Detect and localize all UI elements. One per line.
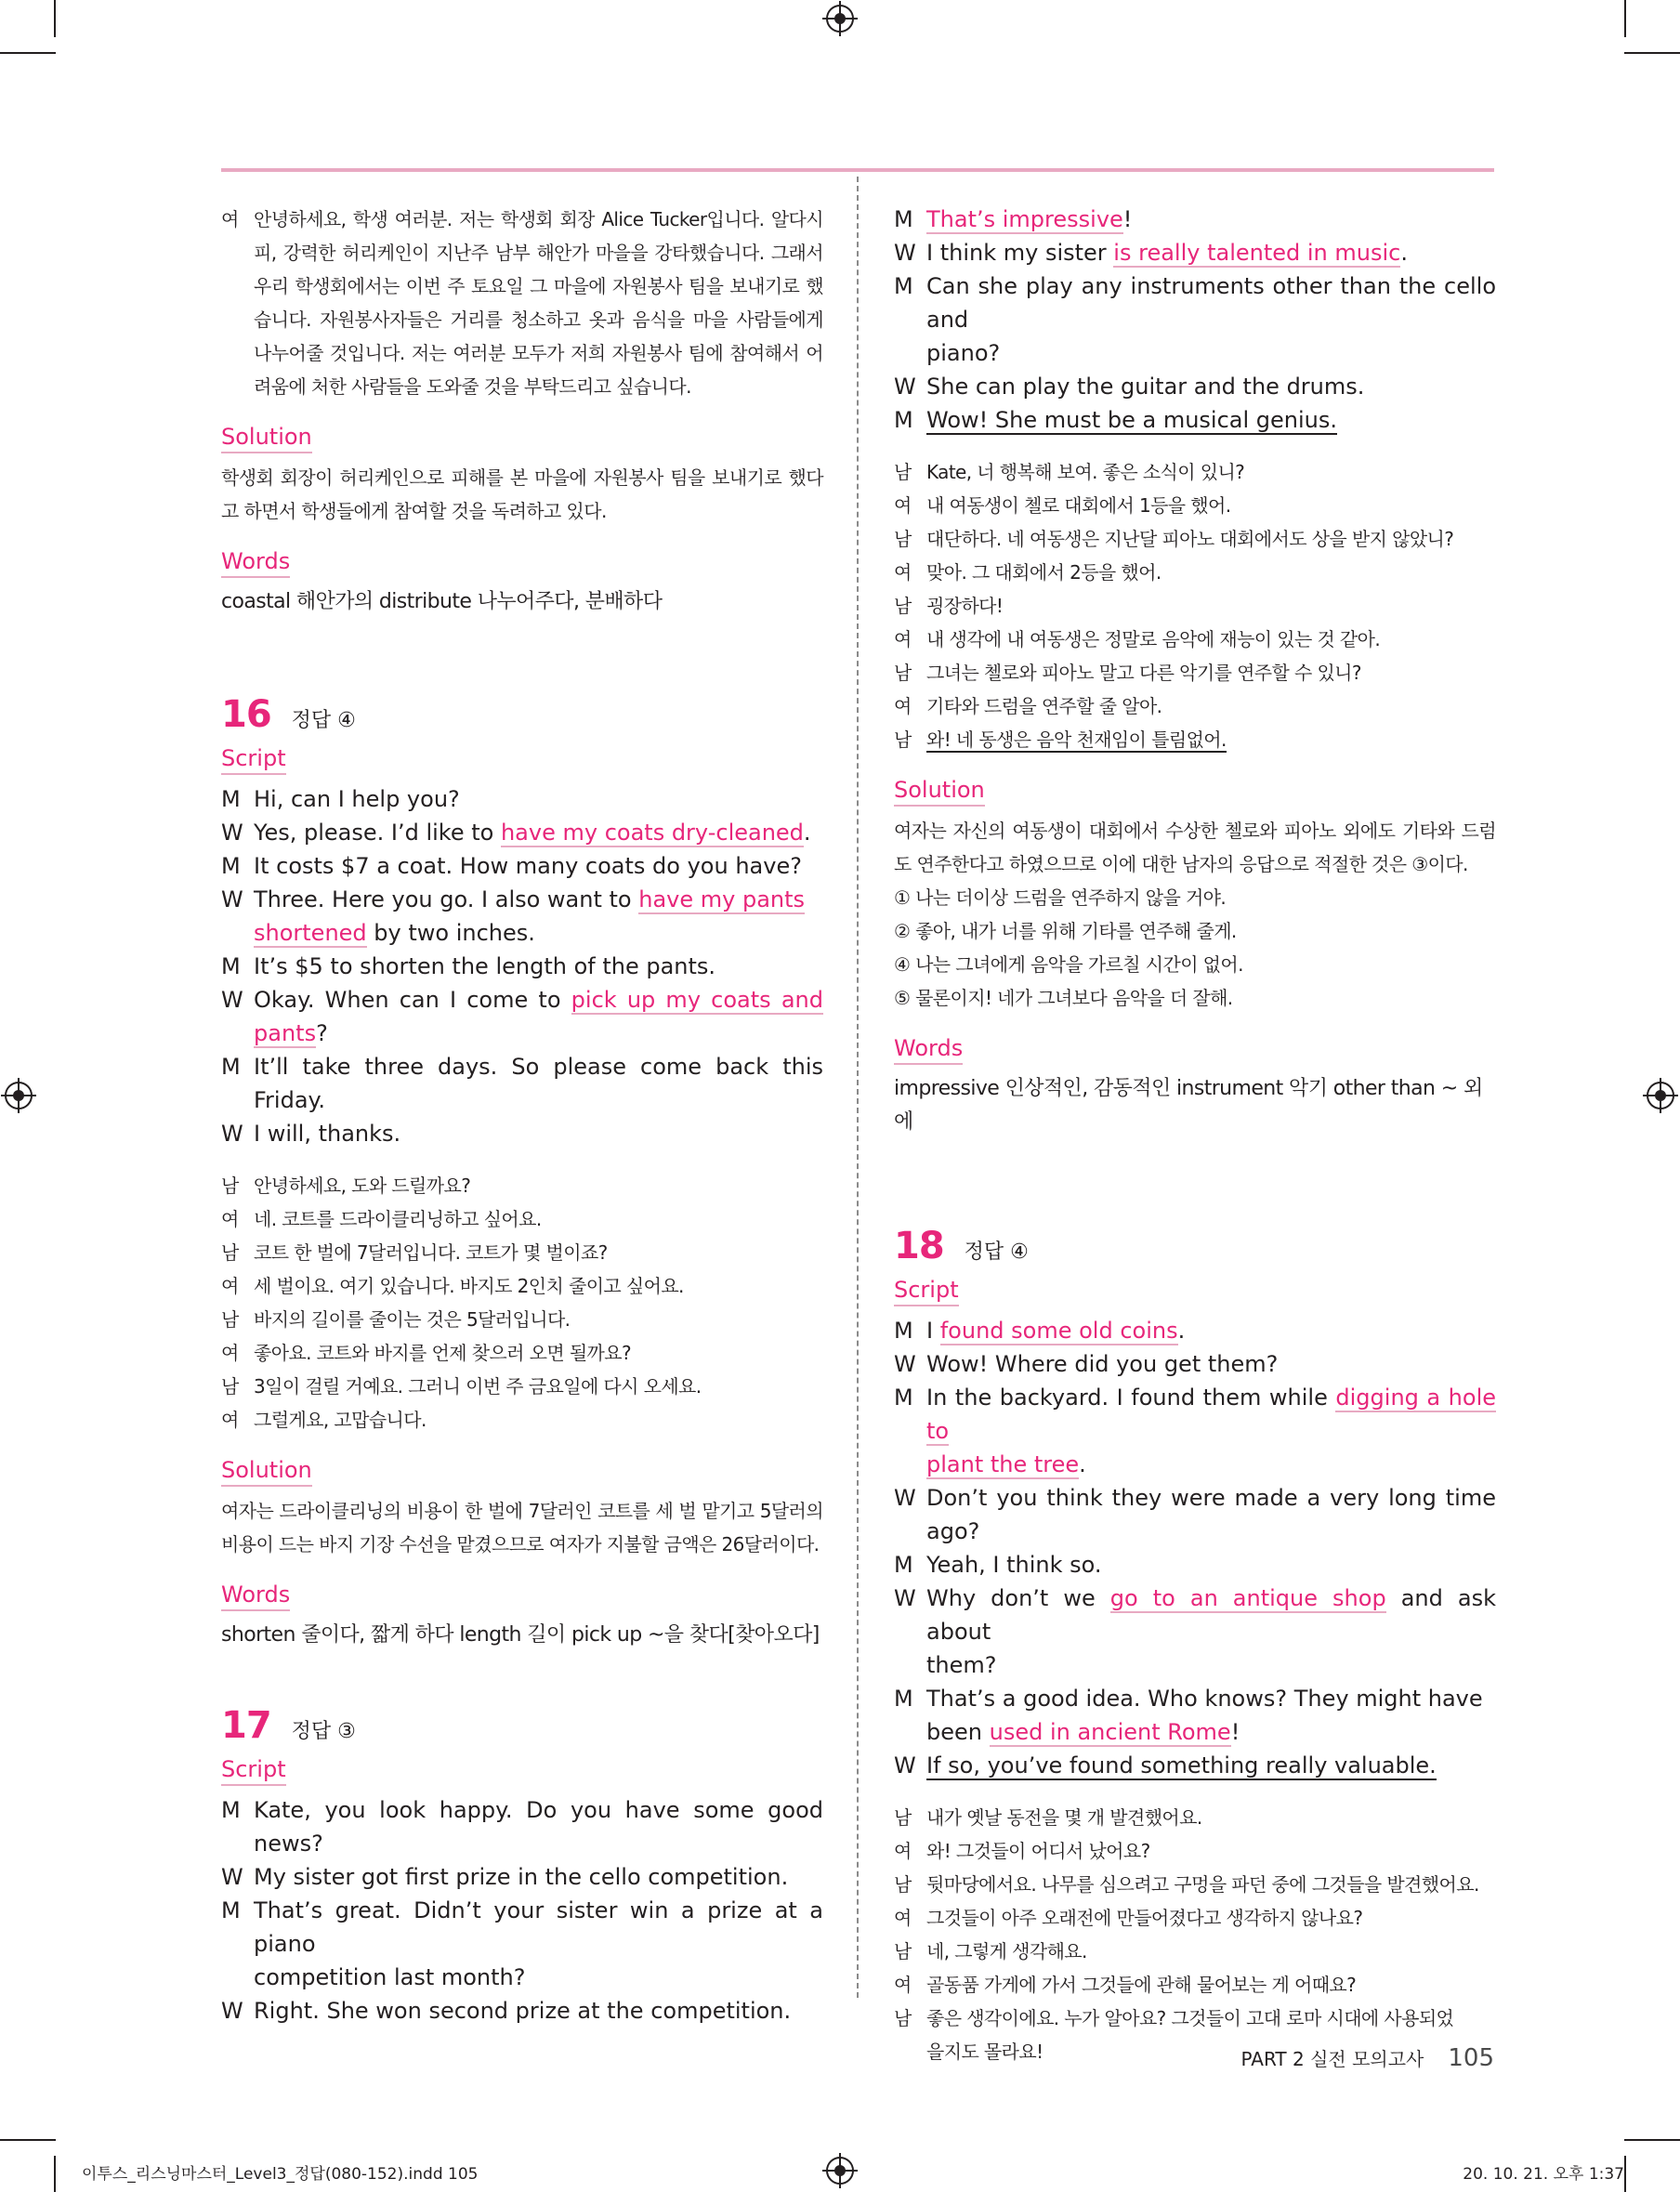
section-label-solution: Solution (221, 420, 312, 453)
line-text: 맞아. 그 대회에서 2등을 했어. (926, 561, 1162, 584)
speaker-label: W (221, 1998, 243, 2024)
speaker-label: 여 (894, 1907, 912, 1929)
dialogue-line (221, 782, 823, 816)
dialogue-line (894, 1682, 1496, 1715)
right-column (894, 203, 1496, 2068)
line-text: competition last month? (254, 1964, 526, 1990)
dialogue-line (894, 1834, 1496, 1868)
dialogue-line (221, 1403, 823, 1437)
line-text: I think my sister is really talented in music. (926, 240, 1408, 266)
crop-mark (54, 2156, 56, 2192)
dialogue-line (894, 1968, 1496, 2002)
dialogue-line (221, 1793, 823, 1860)
line-text: 을지도 몰라요! (926, 2041, 1043, 2063)
question-number: 17 (221, 1704, 271, 1747)
line-text (926, 1749, 1496, 1782)
dialogue-line (894, 1314, 1496, 1347)
speaker-label: M (894, 1552, 913, 1578)
dialogue-line (894, 1715, 1496, 1749)
dialogue-line (894, 203, 1496, 236)
dialogue-line (221, 1894, 823, 1961)
speaker-label: 남 (894, 662, 912, 684)
speaker-label: M (221, 1797, 241, 1823)
line-text: Kate, you look happy. Do you have some good news? (254, 1797, 823, 1857)
line-text: That’s a good idea. Who knows? They might have (926, 1686, 1483, 1712)
speaker-label: M (221, 1897, 241, 1923)
dialogue-line (894, 403, 1496, 437)
line-text: I found some old coins. (926, 1318, 1186, 1344)
line-text: 바지의 길이를 줄이는 것은 5달러입니다. (254, 1308, 571, 1331)
speaker-label (221, 1961, 254, 1994)
speaker-label: 여 (894, 1974, 912, 1996)
dialogue-line (894, 1347, 1496, 1381)
dialogue-line (221, 950, 823, 983)
option-item: ② 좋아, 내가 너를 위해 기타를 연주해 줄게. (894, 920, 1237, 942)
dialogue-line (894, 455, 1496, 489)
line-text: 안녕하세요, 도와 드릴까요? (254, 1175, 471, 1197)
left-column (221, 203, 823, 2028)
highlighted-phrase: have my coats dry-cleaned (500, 820, 804, 846)
dialogue-line (894, 556, 1496, 589)
speaker-label: M (894, 1385, 913, 1411)
line-text: 좋아요. 코트와 바지를 언제 찾으러 오면 될까요? (254, 1342, 631, 1364)
option-item: ① 나는 더이상 드럼을 연주하지 않을 거야. (894, 886, 1227, 909)
speaker-label: M (221, 953, 241, 979)
option-item: ⑤ 물론이지! 네가 그녀보다 음악을 더 잘해. (894, 987, 1233, 1009)
line-text: 와! 그것들이 어디서 났어요? (926, 1840, 1150, 1862)
line-text: them? (926, 1652, 997, 1678)
speaker-label: M (894, 206, 913, 232)
dialogue-line (894, 589, 1496, 623)
q16-solution-text: 여자는 드라이클리닝의 비용이 한 벌에 7달러인 코트를 세 벌 맡기고 5달러의 비용이 드는 바지 기장 수선을 맡겼으므로 여자가 지불할 금액은 26달러이다. (221, 1500, 823, 1555)
q18-header (894, 1225, 1496, 1267)
q16-korean (221, 1169, 823, 1437)
dialogue-line (894, 1481, 1496, 1548)
line-text: piano? (926, 340, 1001, 366)
crop-mark (1624, 2156, 1626, 2192)
section-label-solution: Solution (894, 773, 985, 807)
speaker-label (894, 1448, 926, 1481)
crop-mark (54, 0, 56, 37)
dialogue-line (894, 623, 1496, 656)
line-text: Hi, can I help you? (254, 786, 460, 812)
dialogue-line (894, 723, 1496, 756)
line-text: 내 생각에 내 여동생은 정말로 음악에 재능이 있는 것 같아. (926, 628, 1381, 650)
speaker-label (894, 1648, 926, 1682)
crop-mark (1624, 0, 1626, 37)
crop-mark (1624, 2139, 1680, 2141)
speaker-label (894, 2035, 926, 2068)
question-number: 18 (894, 1225, 944, 1267)
section-label-words: Words (894, 1031, 963, 1065)
line-text: Three. Here you go. I also want to have my pants (254, 886, 806, 912)
registration-mark-icon (5, 1082, 33, 1109)
line-text: Why don’t we go to an antique shop and ask about (926, 1585, 1497, 1645)
dialogue-line (894, 1448, 1496, 1481)
speaker-label: M (894, 1686, 913, 1712)
line-text: 코트 한 벌에 7달러입니다. 코트가 몇 벌이죠? (254, 1241, 608, 1264)
q16-script (221, 782, 823, 1150)
dialogue-line (894, 269, 1496, 336)
speaker-label: 남 (221, 1375, 239, 1398)
line-text: Yes, please. I’d like to have my coats dry-cleaned. (254, 820, 811, 846)
section-label-words: Words (221, 1578, 290, 1611)
dialogue-line (221, 1169, 823, 1202)
dialogue-line (894, 656, 1496, 689)
highlighted-phrase: pick up my coats and pants (254, 987, 823, 1046)
line-text: 네. 코트를 드라이클리닝하고 싶어요. (254, 1208, 542, 1230)
speaker-label: W (894, 1585, 916, 1611)
speaker-label: W (221, 1864, 243, 1890)
speaker-label: 여 (894, 1840, 912, 1862)
speaker-label: 여 (221, 1342, 239, 1364)
line-text: It costs $7 a coat. How many coats do you have? (254, 853, 802, 879)
speaker-label: 여 (221, 1275, 239, 1297)
crop-mark (1624, 52, 1680, 54)
dialogue-line (894, 1648, 1496, 1682)
line-text: 뒷마당에서요. 나무를 심으려고 구멍을 파던 중에 그것들을 발견했어요. (926, 1873, 1479, 1896)
highlighted-phrase: plant the tree (926, 1451, 1080, 1477)
speaker-label: W (221, 1121, 243, 1147)
dialogue-line (894, 2002, 1496, 2035)
dialogue-line (221, 1336, 823, 1370)
speaker-label: W (221, 820, 243, 846)
section-label-script: Script (894, 1273, 959, 1306)
speaker-label: 남 (894, 1940, 912, 1962)
speaker-label: M (894, 407, 913, 433)
answer-line: 와! 네 동생은 음악 천재임이 틀림없어. (926, 728, 1227, 751)
speaker-label: 남 (894, 595, 912, 617)
dialogue-line (894, 236, 1496, 269)
dialogue-line (221, 1994, 823, 2028)
highlighted-phrase: found some old coins (939, 1318, 1178, 1344)
speaker-label (894, 336, 926, 370)
q15-solution-text: 학생회 회장이 허리케인으로 피해를 본 마을에 자원봉사 팀을 보내기로 했다고 하면서 학생들에게 참여할 것을 독려하고 있다. (221, 466, 823, 522)
line-text: Right. She won second prize at the competition. (254, 1998, 792, 2024)
speaker-label: 남 (894, 728, 912, 751)
part-label: PART 2 실전 모의고사 (1240, 2048, 1424, 2070)
line-text: 대단하다. 네 여동생은 지난달 피아노 대회에서도 상을 받지 않았니? (926, 528, 1454, 550)
speaker-label: 남 (221, 1175, 239, 1197)
dialogue-line (221, 1236, 823, 1269)
highlighted-phrase: is really talented in music (1113, 240, 1401, 266)
line-text: plant the tree. (926, 1451, 1086, 1477)
q17-solution-text: 여자는 자신의 여동생이 대회에서 수상한 첼로와 피아노 외에도 기타와 드럼도 연주한다고 하였으므로 이에 대한 남자의 응답으로 적절한 것은 ③이다. (894, 820, 1496, 875)
dialogue-line (894, 1749, 1496, 1782)
line-text: That’s impressive! (926, 206, 1133, 232)
question-number: 16 (221, 693, 271, 736)
line-text: 네, 그렇게 생각해요. (926, 1940, 1087, 1962)
registration-mark-icon (826, 5, 854, 33)
line-text: been used in ancient Rome! (926, 1719, 1240, 1745)
line-text: It’s $5 to shorten the length of the pants. (254, 953, 716, 979)
speaker-label: W (894, 240, 916, 266)
highlighted-phrase: go to an antique shop (1109, 1585, 1386, 1611)
dialogue-line (221, 1269, 823, 1303)
dialogue-line (221, 816, 823, 849)
dialogue-line (221, 1860, 823, 1894)
line-text: Yeah, I think so. (926, 1552, 1102, 1578)
speaker-label: W (894, 1752, 916, 1779)
line-text: shortened by two inches. (254, 920, 535, 946)
crop-mark (0, 2139, 56, 2141)
column-divider (857, 177, 859, 1998)
option-item: ④ 나는 그녀에게 음악을 가르칠 시간이 없어. (894, 953, 1243, 976)
highlighted-phrase: That’s impressive (926, 206, 1123, 232)
dialogue-line (894, 1548, 1496, 1582)
speaker-label: 남 (894, 461, 912, 483)
line-text: 내가 옛날 동전을 몇 개 발견했어요. (926, 1806, 1202, 1829)
speaker-label: W (221, 886, 243, 912)
speaker-label: W (894, 374, 916, 400)
answer-label: 정답 ③ (291, 1720, 356, 1743)
q18-korean (894, 1801, 1496, 2068)
q15-korean-text: 여 안녕하세요, 학생 여러분. 저는 학생회 회장 Alice Tucker입니다. 알다시피, 강력한 허리케인이 지난주 남부 해안가 마을을 강타했습니다. 그래서 우리 학생회에서는 이번 주 토요일 그 마을에 자원봉사 팀을 보내기로 했습니다. 자원봉사자들은 거리를 청소하고 옷과 음식을 마을 사람들에게 나누어줄 것입니다. 저는 여러분 모두가 저희 자원봉사 팀에 참여해서 어려움에 처한 사람들을 도와줄 것을 부탁드리고 싶습니다. (221, 208, 823, 398)
dialogue-line (894, 336, 1496, 370)
registration-mark-icon (1647, 1082, 1674, 1109)
answer-label: 정답 ④ (964, 1240, 1029, 1264)
speaker-label: 남 (894, 528, 912, 550)
line-text: 그것들이 아주 오래전에 만들어졌다고 생각하지 않나요? (926, 1907, 1363, 1929)
line-text: That’s great. Didn’t your sister win a prize at a piano (254, 1897, 823, 1957)
dialogue-line (894, 1868, 1496, 1901)
dialogue-line (894, 370, 1496, 403)
speaker-label: 남 (221, 1308, 239, 1331)
speaker-label: 여 (221, 1409, 239, 1431)
speaker-label: M (894, 273, 913, 299)
line-text: 세 벌이요. 여기 있습니다. 바지도 2인치 줄이고 싶어요. (254, 1275, 684, 1297)
speaker-label: 남 (894, 1806, 912, 1829)
speaker-label: 남 (894, 2007, 912, 2029)
line-text (926, 723, 1496, 756)
answer-label: 정답 ④ (291, 709, 356, 732)
speaker-label: M (221, 786, 241, 812)
answer-line: Wow! She must be a musical genius. (926, 407, 1338, 433)
dialogue-line (221, 1303, 823, 1336)
section-label-script: Script (221, 1752, 286, 1786)
section-label-words: Words (221, 545, 290, 578)
speaker-label: 여 (894, 561, 912, 584)
dialogue-line (894, 489, 1496, 522)
line-text: Can she play any instruments other than the cello and (926, 273, 1496, 333)
line-text: Kate, 너 행복해 보여. 좋은 소식이 있니? (926, 461, 1245, 483)
dialogue-line (894, 1381, 1496, 1448)
line-text: 좋은 생각이에요. 누가 알아요? 그것들이 고대 로마 시대에 사용되었 (926, 2007, 1454, 2029)
print-slug-date: 20. 10. 21. 오후 1:37 (1463, 2165, 1624, 2184)
q16-header (221, 693, 823, 736)
line-text: Don’t you think they were made a very long time ago? (926, 1485, 1496, 1544)
section-label-solution: Solution (221, 1453, 312, 1487)
registration-mark-icon (826, 2157, 854, 2185)
dialogue-line (894, 1582, 1496, 1648)
speaker-label: M (894, 1318, 913, 1344)
speaker-label: M (221, 1054, 241, 1080)
highlighted-phrase: digging a hole to (926, 1385, 1496, 1444)
speaker-label: W (221, 987, 243, 1013)
page-number: 105 (1448, 2044, 1494, 2072)
crop-mark (0, 52, 56, 54)
dialogue-line (894, 1901, 1496, 1935)
speaker-label: M (221, 853, 241, 879)
line-text: I will, thanks. (254, 1121, 401, 1147)
dialogue-line (221, 1961, 823, 1994)
dialogue-line (221, 983, 823, 1050)
line-text: 그녀는 첼로와 피아노 말고 다른 악기를 연주할 수 있니? (926, 662, 1361, 684)
line-text: 굉장하다! (926, 595, 1004, 617)
speaker-label: W (894, 1485, 916, 1511)
speaker-label: 여 (221, 1208, 239, 1230)
line-text: She can play the guitar and the drums. (926, 374, 1365, 400)
line-text: 골동품 가게에 가서 그것들에 관해 물어보는 게 어때요? (926, 1974, 1357, 1996)
print-slug-file: 이투스_리스닝마스터_Level3_정답(080-152).indd 105 (82, 2165, 479, 2184)
line-text: 내 여동생이 첼로 대회에서 1등을 했어. (926, 494, 1231, 517)
highlighted-phrase: shortened (254, 920, 367, 946)
q17-header (221, 1704, 823, 1747)
dialogue-line (221, 916, 823, 950)
header-rule (221, 168, 1494, 172)
q17-script-continued (894, 203, 1496, 437)
speaker-label: 남 (894, 1873, 912, 1896)
line-text: 3일이 걸릴 거예요. 그러니 이번 주 금요일에 다시 오세요. (254, 1375, 702, 1398)
dialogue-line (221, 1050, 823, 1117)
line-text (926, 403, 1496, 437)
q17-script (221, 1793, 823, 2028)
dialogue-line (221, 883, 823, 916)
q17-options (894, 881, 1496, 1015)
speaker-label: 여 (894, 628, 912, 650)
q15-words-text: coastal 해안가의 distribute 나누어주다, 분배하다 (221, 590, 663, 613)
q16-words-text: shorten 줄이다, 짧게 하다 length 길이 pick up ~을 찾다[찾아오다] (221, 1623, 820, 1647)
dialogue-line (894, 1801, 1496, 1834)
answer-line: If so, you’ve found something really valuable. (926, 1752, 1437, 1779)
line-text: 기타와 드럼을 연주할 줄 알아. (926, 695, 1162, 717)
speaker-label: 남 (221, 1241, 239, 1264)
q17-words-text: impressive 인상적인, 감동적인 instrument 악기 other than ~ 외에 (894, 1077, 1483, 1134)
dialogue-line (894, 522, 1496, 556)
dialogue-line (221, 1370, 823, 1403)
page-footer (1241, 2044, 1494, 2072)
line-text: In the backyard. I found them while digging a hole to (926, 1385, 1496, 1444)
speaker-label: W (894, 1351, 916, 1377)
speaker-label (221, 916, 254, 950)
dialogue-line (221, 1202, 823, 1236)
q17-korean (894, 455, 1496, 756)
speaker-label: 여 (894, 695, 912, 717)
line-text: Okay. When can I come to pick up my coats and pants? (254, 987, 823, 1046)
section-label-script: Script (221, 742, 286, 775)
line-text: It’ll take three days. So please come back this Friday. (254, 1054, 823, 1113)
speaker-label (894, 1715, 926, 1749)
highlighted-phrase: have my pants (638, 886, 806, 912)
dialogue-line (894, 1935, 1496, 1968)
dialogue-line (221, 1117, 823, 1150)
dialogue-line (221, 849, 823, 883)
line-text: 그럴게요, 고맙습니다. (254, 1409, 427, 1431)
dialogue-line (894, 689, 1496, 723)
speaker-label: 여 (894, 494, 912, 517)
line-text: My sister got first prize in the cello competition. (254, 1864, 789, 1890)
line-text: Wow! Where did you get them? (926, 1351, 1279, 1377)
q18-script (894, 1314, 1496, 1782)
highlighted-phrase: used in ancient Rome (989, 1719, 1231, 1745)
